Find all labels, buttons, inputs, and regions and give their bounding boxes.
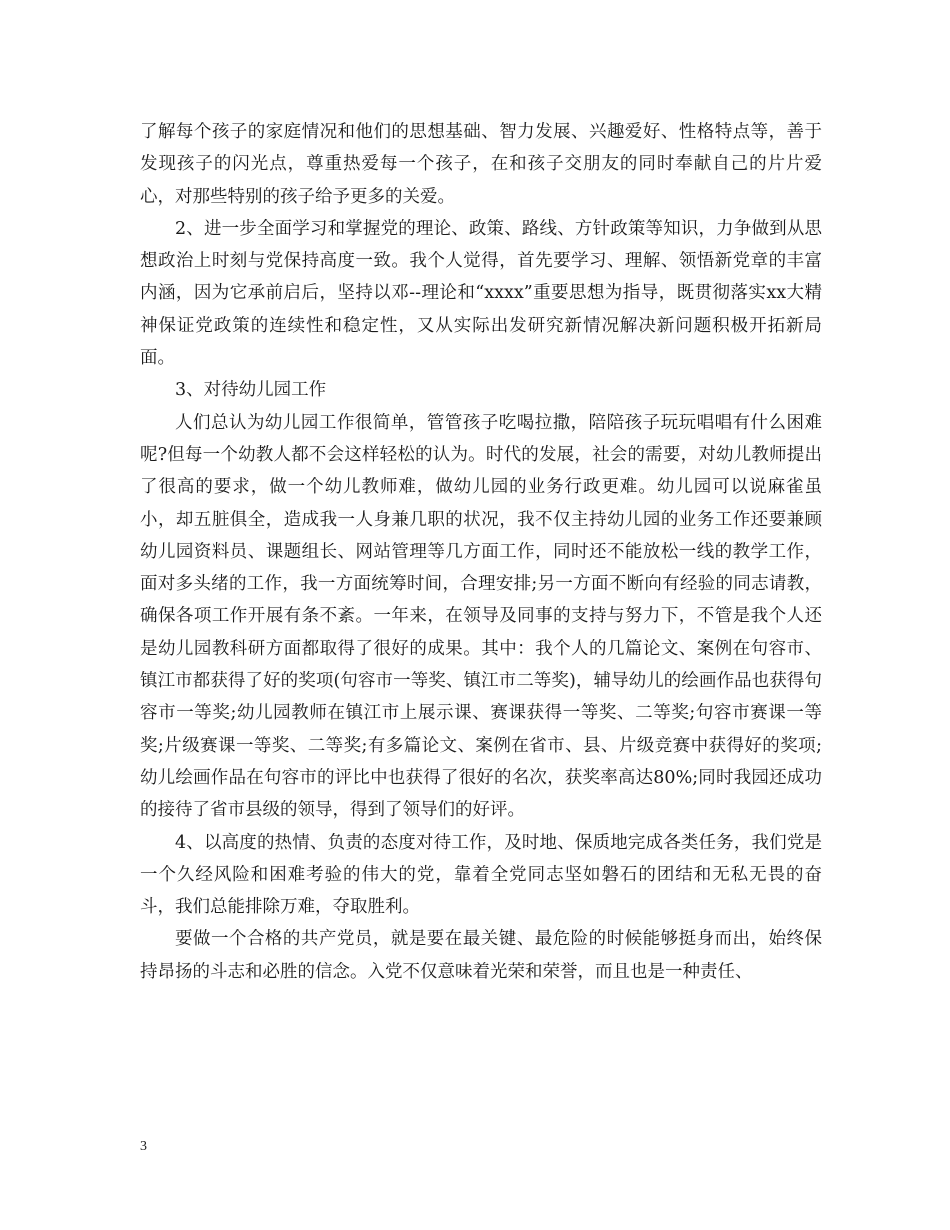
page-number: 3 [140,1139,147,1154]
paragraph-item-2: 2、进一步全面学习和掌握党的理论、政策、路线、方针政策等知识，力争做到从思想政治上时刻与党保持高度一致。我个人觉得，首先要学习、理解、领悟新党章的丰富内涵，因为它承前启后，坚持以邓--理论和“xxxx”重要思想为指导，既贯彻落实xx大精神保证党政策的连续性和稳定性，又从实际出发研究新情况解决新问题积极开拓新局面。 [140,218,822,369]
paragraph-continuation: 了解每个孩子的家庭情况和他们的思想基础、智力发展、兴趣爱好、性格特点等，善于发现孩子的闪光点，尊重热爱每一个孩子，在和孩子交朋友的同时奉献自己的片片爱心，对那些特别的孩子给予更多的关爱。 [140,122,822,207]
document-body [140,116,822,988]
paragraph-kindergarten-work: 人们总认为幼儿园工作很简单，管管孩子吃喝拉撒，陪陪孩子玩玩唱唱有什么困难呢?但每一个幼教人都不会这样轻松的认为。时代的发展，社会的需要，对幼儿教师提出了很高的要求，做一个幼儿教师难，做幼儿园的业务行政更难。幼儿园可以说麻雀虽小，却五脏俱全，造成我一人身兼几职的状况，我不仅主持幼儿园的业务工作还要兼顾幼儿园资料员、课题组长、网站管理等几方面工作，同时还不能放松一线的教学工作，面对多头绪的工作，我一方面统筹时间，合理安排;另一方面不断向有经验的同志请教，确保各项工作开展有条不紊。一年来，在领导及同事的支持与努力下，不管是我个人还是幼儿园教科研方面都取得了很好的成果。其中：我个人的几篇论文、案例在句容市、镇江市都获得了好的奖项(句容市一等奖、镇江市二等奖)，辅导幼儿的绘画作品也获得句容市一等奖;幼儿园教师在镇江市上展示课、赛课获得一等奖、二等奖;句容市赛课一等奖;片级赛课一等奖、二等奖;有多篇论文、案例在省市、县、片级竞赛中获得好的奖项;幼儿绘画作品在句容市的评比中也获得了很好的名次，获奖率高达80%;同时我园还成功的接待了省市县级的领导，得到了领导们的好评。 [140,412,822,821]
paragraph-item-4: 4、以高度的热情、负责的态度对待工作，及时地、保质地完成各类任务，我们党是一个久经风险和困难考验的伟大的党，靠着全党同志坚如磐石的团结和无私无畏的奋斗，我们总能排除万难，夺取胜利。 [140,832,822,918]
paragraph-party-member: 要做一个合格的共产党员，就是要在最关键、最危险的时候能够挺身而出，始终保持昂扬的斗志和必胜的信念。入党不仅意味着光荣和荣誉，而且也是一种责任、 [140,929,822,982]
paragraph-heading-3: 3、对待幼儿园工作 [175,380,327,401]
